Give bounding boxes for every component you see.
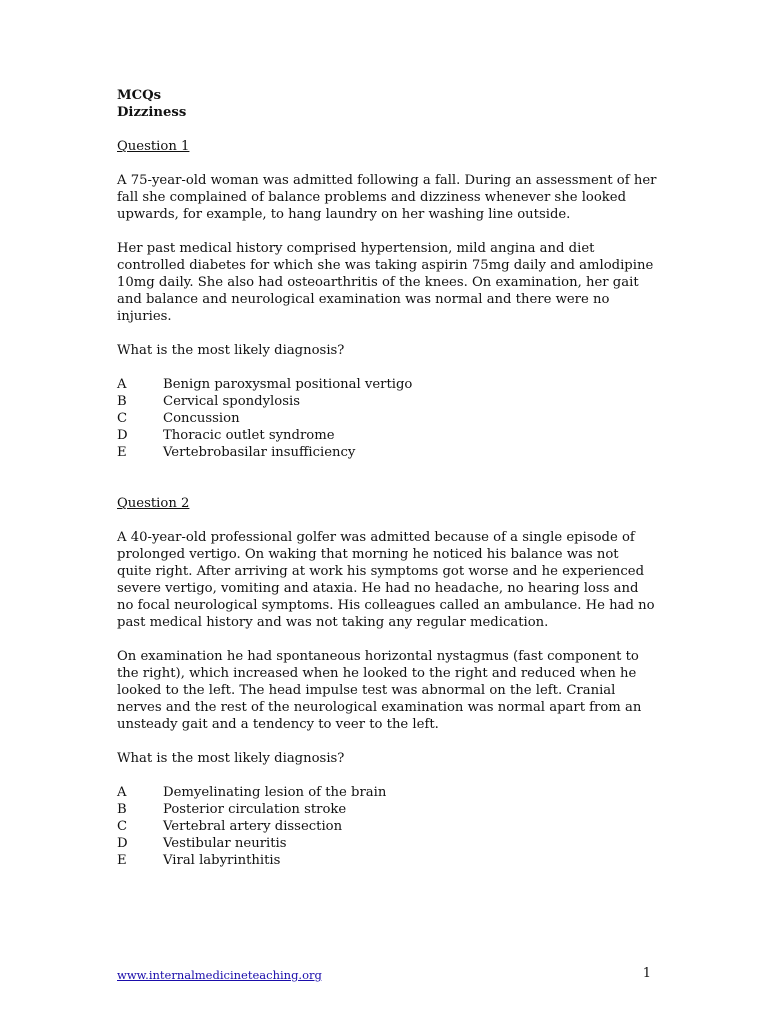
question-prompt: What is the most likely diagnosis? — [117, 751, 345, 766]
option-text: Thoracic outlet syndrome — [163, 428, 335, 443]
option-letter: E — [117, 853, 127, 868]
option-letter: C — [117, 819, 128, 834]
question-heading: Question 2 — [117, 496, 190, 511]
answer-option — [117, 818, 657, 835]
option-text: Cervical spondylosis — [163, 394, 300, 409]
option-letter: B — [117, 394, 127, 409]
question-1 — [117, 138, 657, 461]
option-letter: B — [117, 802, 127, 817]
document-subtitle: Dizziness — [117, 105, 187, 120]
question-2 — [117, 495, 657, 869]
question-heading: Question 1 — [117, 139, 190, 154]
page-number: 1 — [642, 966, 651, 981]
answer-option — [117, 410, 657, 427]
option-letter: C — [117, 411, 128, 426]
answer-option — [117, 427, 657, 444]
answer-option — [117, 444, 657, 461]
footer-website-link[interactable]: www.internalmedicineteaching.org — [117, 968, 322, 982]
option-text: Posterior circulation stroke — [163, 802, 347, 817]
question-paragraph: A 75-year-old woman was admitted following a fall. During an assessment of her fall she complained of balance problems and dizziness whenever she looked upwards, for example, to hang laundry on her washing line outside. — [117, 173, 657, 222]
option-text: Demyelinating lesion of the brain — [163, 785, 387, 800]
answer-options — [117, 376, 657, 461]
question-prompt: What is the most likely diagnosis? — [117, 343, 345, 358]
answer-options — [117, 784, 657, 869]
option-letter: A — [117, 377, 127, 392]
answer-option — [117, 852, 657, 869]
option-letter: D — [117, 428, 128, 443]
option-letter: D — [117, 836, 128, 851]
document-body — [117, 87, 657, 869]
answer-option — [117, 801, 657, 818]
option-letter: E — [117, 445, 127, 460]
answer-option — [117, 835, 657, 852]
answer-option — [117, 376, 657, 393]
option-text: Benign paroxysmal positional vertigo — [163, 377, 413, 392]
document-title: MCQs — [117, 88, 162, 103]
answer-option — [117, 393, 657, 410]
question-paragraph: On examination he had spontaneous horizontal nystagmus (fast component to the right), which increased when he looked to the right and reduced when he looked to the left. The head impulse test was abnormal on the left. Cranial nerves and the rest of the neurological examination was normal apart from an unsteady gait and a tendency to veer to the left. — [117, 649, 642, 732]
option-text: Vertebrobasilar insufficiency — [163, 445, 356, 460]
question-paragraph: A 40-year-old professional golfer was admitted because of a single episode of prolonged vertigo. On waking that morning he noticed his balance was not quite right. After arriving at work his symptoms got worse and he experienced severe vertigo, vomiting and ataxia. He had no headache, no hearing loss and no focal neurological symptoms. His colleagues called an ambulance. He had no past medical history and was not taking any regular medication. — [117, 530, 655, 630]
option-text: Vertebral artery dissection — [163, 819, 343, 834]
answer-option — [117, 784, 657, 801]
option-text: Vestibular neuritis — [163, 836, 287, 851]
question-paragraph: Her past medical history comprised hypertension, mild angina and diet controlled diabetes for which she was taking aspirin 75mg daily and amlodipine 10mg daily. She also had osteoarthritis of the knees. On examination, her gait and balance and neurological examination was normal and there were no injuries. — [117, 241, 654, 324]
option-text: Viral labyrinthitis — [163, 853, 281, 868]
option-letter: A — [117, 785, 127, 800]
option-text: Concussion — [163, 411, 240, 426]
